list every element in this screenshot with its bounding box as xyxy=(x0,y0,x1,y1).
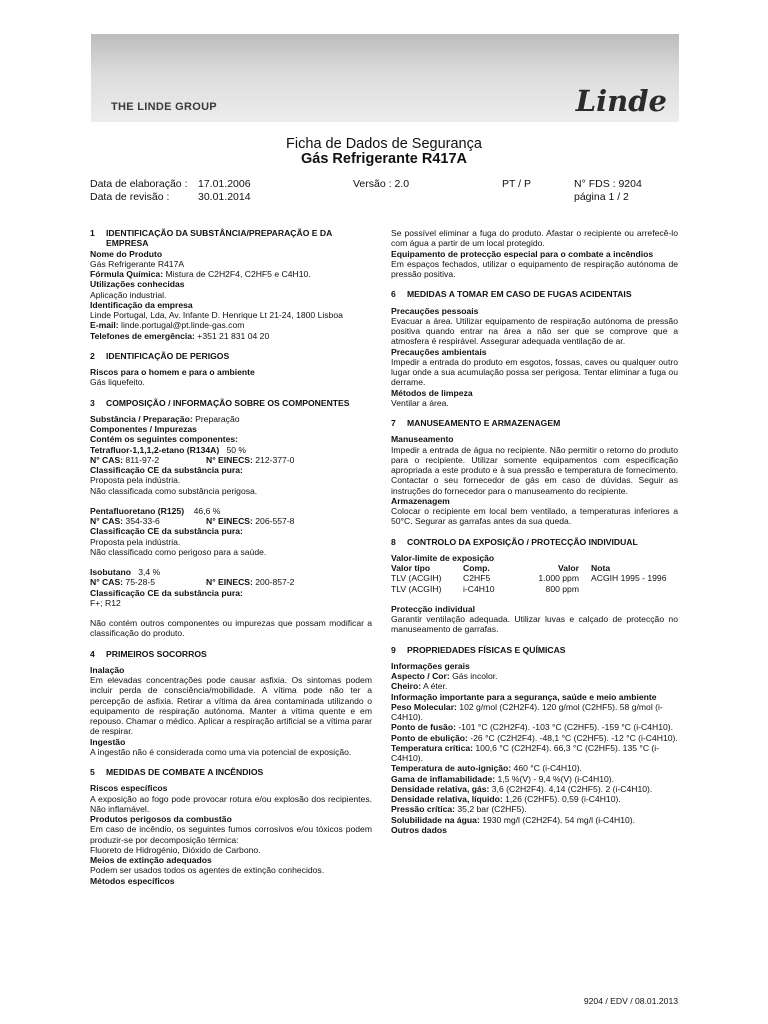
specific-methods-text: Se possível eliminar a fuga do produto. Afastar o recipiente ou arrefecê-lo com água a partir de um local protegido. xyxy=(391,228,678,249)
product-name-value: Gás Refrigerante R417A xyxy=(90,258,185,269)
extinguishing-text: Podem ser usados todos os agentes de extinção conhecidos. xyxy=(90,865,325,876)
substance-line: Substância / Preparação: Preparação xyxy=(90,413,240,424)
component-1-ce-label: Classificação CE da substância pura: xyxy=(90,465,243,475)
combustion-products-label: Produtos perigosos da combustão xyxy=(90,814,232,824)
extinguishing-label: Meios de extinção adequados xyxy=(90,855,212,865)
inhalation-label: Inalação xyxy=(90,664,125,675)
specific-risks-text: A exposição ao fogo pode provocar rotura e/ou explosão dos recipientes. Não inflamável. xyxy=(90,793,372,814)
molecular-weight-line: Peso Molecular: 102 g/mol (C2H2F4). 120 g/mol (C2HF5). 58 g/mol (i-C4H10). xyxy=(391,701,663,722)
revision-date: 30.01.2014 xyxy=(198,190,251,203)
left-column xyxy=(90,228,372,886)
exposure-limit-table xyxy=(391,563,666,594)
linde-logo: Linde xyxy=(575,84,667,118)
component-2-ids: N° CAS: 354-33-6 N° EINECS: 206-557-8 xyxy=(90,516,295,526)
elaboration-date: 17.01.2006 xyxy=(198,178,251,190)
individual-protection-label: Protecção individual xyxy=(391,603,476,614)
uses-value: Aplicação industrial. xyxy=(90,289,167,300)
table-cell xyxy=(579,584,666,594)
environmental-precautions-text: Impedir a entrada do produto em esgotos, fossas, caves ou qualquer outro lugar onde a sua acumulação possa ser perigosa. Tentar eliminar a fuga ou derrame. xyxy=(391,356,678,388)
important-info-label: Informação importante para a segurança, saúde e meio ambiente xyxy=(391,691,657,702)
storage-text: Colocar o recipiente em local bem ventilado, a temperaturas inferiores a 50°C. Segurar as garrafas antes da sua queda. xyxy=(391,506,678,527)
specific-risks-label: Riscos específicos xyxy=(90,783,168,794)
component-1-name: Tetrafluor-1,1,1,2-etano (R134A) 50 % xyxy=(90,444,247,455)
table-header: Valor xyxy=(557,563,579,573)
formula-line: Fórmula Química: Mistura de C2H2F4, C2HF5 e C4H10. xyxy=(90,269,311,279)
section-9-heading: 9 PROPRIEDADES FÍSICAS E QUÍMICAS xyxy=(391,644,566,655)
flammability-line: Gama de inflamabilidade: 1,5 %(V) - 9,4 %(V) (i-C4H10). xyxy=(391,773,615,784)
table-header: Nota xyxy=(591,563,611,573)
product-name-label: Nome do Produto xyxy=(90,248,163,259)
company-address: Linde Portugal, Lda, Av. Infante D. Henrique Lt 21-24, 1800 Lisboa xyxy=(90,310,343,320)
page-number: página 1 / 2 xyxy=(574,190,629,203)
odor-line: Cheiro: A éter. xyxy=(391,681,448,692)
section-3-heading: 3 COMPOSIÇÃO / INFORMAÇÃO SOBRE OS COMPONENTES xyxy=(90,397,350,408)
ingestion-text: A ingestão não é considerada como uma via potencial de exposição. xyxy=(90,746,352,757)
meta-dates xyxy=(198,178,251,203)
table-header-row xyxy=(391,563,666,573)
combustion-products-list: Fluoreto de Hidrogénio, Dióxido de Carbono. xyxy=(90,844,261,855)
table-cell: ACGIH 1995 - 1996 xyxy=(591,573,667,584)
table-cell: 1.000 ppm xyxy=(538,573,579,584)
component-3-ce-1: F+; R12 xyxy=(90,597,121,608)
component-1-ids: N° CAS: 811-97-2 N° EINECS: 212-377-0 xyxy=(90,454,295,465)
component-2-ce-1: Proposta pela indústria. xyxy=(90,536,181,547)
cleaning-methods-text: Ventilar a área. xyxy=(391,397,449,408)
protective-equipment-text: Em espaços fechados, utilizar o equipamento de respiração autónoma de pressão positiva. xyxy=(391,258,678,279)
header-banner xyxy=(91,34,679,122)
company-label: Identificação da empresa xyxy=(90,299,193,310)
component-3-name: Isobutano 3,4 % xyxy=(90,567,161,577)
boiling-point-line: Ponto de ebulição: -26 °C (C2H2F4). -48,1 °C (C2HF5). -12 °C (i-C4H10). xyxy=(391,732,678,743)
footer-reference: 9204 / EDV / 08.01.2013 xyxy=(583,996,678,1006)
critical-pressure-line: Pressão crítica: 35,2 bar (C2HF5). xyxy=(391,804,527,815)
storage-label: Armazenagem xyxy=(391,495,450,506)
revision-label: Data de revisão : xyxy=(90,190,170,203)
email-line: E-mail: linde.portugal@pt.linde-gas.com xyxy=(90,320,245,331)
melting-point-line: Ponto de fusão: -101 °C (C2H2F4). -103 °C (C2HF5). -159 °C (i-C4H10). xyxy=(391,722,674,733)
risk-value: Gás liquefeito. xyxy=(90,377,145,388)
contains-label: Contém os seguintes componentes: xyxy=(90,434,239,445)
fds-number: N° FDS : 9204 xyxy=(574,178,642,190)
section-1-heading: 1 IDENTIFICAÇÃO DA SUBSTÂNCIA/PREPARAÇÃO E DA EMPRESA xyxy=(90,228,332,249)
meta-fds xyxy=(574,178,642,203)
gas-density-line: Densidade relativa, gás: 3,6 (C2H2F4). 4,14 (C2HF5). 2 (i-C4H10). xyxy=(391,783,653,794)
elaboration-label: Data de elaboração : xyxy=(90,178,188,190)
component-2-ce-2: Não classificado como perigoso para a saúde. xyxy=(90,546,267,557)
component-2-name: Pentafluoretano (R125) 46,6 % xyxy=(90,505,221,516)
personal-precautions-label: Precauções pessoais xyxy=(391,305,479,316)
components-label: Componentes / Impurezas xyxy=(90,424,197,434)
table-row xyxy=(391,573,666,583)
autoignition-line: Temperatura de auto-ignição: 460 °C (i-C4H10). xyxy=(391,763,582,774)
group-name: THE LINDE GROUP xyxy=(111,101,217,113)
table-cell: TLV (ACGIH) xyxy=(391,573,442,584)
combustion-products-text: Em caso de incêndio, os seguintes fumos corrosivos e/ou tóxicos podem produzir-se por decomposição térmica: xyxy=(90,824,372,845)
table-cell: C2HF5 xyxy=(463,573,491,584)
environmental-precautions-label: Precauções ambientais xyxy=(391,346,487,357)
protective-equipment-label: Equipamento de protecção especial para o combate a incêndios xyxy=(391,248,654,259)
right-column xyxy=(391,228,678,835)
component-3-ce-label: Classificação CE da substância pura: xyxy=(90,587,243,598)
personal-precautions-text: Evacuar a área. Utilizar equipamento de respiração autónoma de pressão positiva quando entrar na área a não ser que se comprove que a atmosfera é respirável. Assegurar adequada ventilação de ar. xyxy=(391,315,678,347)
component-2-ce-label: Classificação CE da substância pura: xyxy=(90,526,243,537)
table-header: Comp. xyxy=(463,563,490,573)
language: PT / P xyxy=(502,178,531,190)
liquid-density-line: Densidade relativa, líquido: 1,26 (C2HF5). 0,59 (i-C4H10). xyxy=(391,794,621,804)
table-header: Valor tipo xyxy=(391,563,431,573)
meta-labels xyxy=(90,178,187,203)
composition-note: Não contém outros componentes ou impurezas que possam modificar a classificação do produto. xyxy=(90,618,372,639)
aspect-line: Aspecto / Cor: Gás incolor. xyxy=(391,671,498,681)
table-row xyxy=(391,584,666,594)
specific-methods-label: Métodos específicos xyxy=(90,875,175,886)
phone-line: Telefones de emergência: +351 21 831 04 20 xyxy=(90,330,270,341)
component-3-ids: N° CAS: 75-28-5 N° EINECS: 200-857-2 xyxy=(90,577,295,588)
other-data-label: Outros dados xyxy=(391,824,447,835)
component-1-ce-2: Não classificada como substância perigosa. xyxy=(90,485,258,496)
section-4-heading: 4 PRIMEIROS SOCORROS xyxy=(90,648,207,659)
document-title: Ficha de Dados de Segurança xyxy=(286,136,482,152)
solubility-line: Solubilidade na água: 1930 mg/l (C2H2F4). 54 mg/l (i-C4H10). xyxy=(391,814,636,825)
general-info-label: Informações gerais xyxy=(391,660,470,671)
version: Versão : 2.0 xyxy=(353,178,410,190)
component-1-ce-1: Proposta pela indústria. xyxy=(90,475,181,486)
section-5-heading: 5 MEDIDAS DE COMBATE A INCÊNDIOS xyxy=(90,767,264,777)
table-cell: TLV (ACGIH) xyxy=(391,583,442,594)
table-cell: 800 ppm xyxy=(545,583,579,594)
section-8-heading: 8 CONTROLO DA EXPOSIÇÃO / PROTECÇÃO INDIVIDUAL xyxy=(391,536,638,547)
ingestion-label: Ingestão xyxy=(90,736,126,747)
handling-label: Manuseamento xyxy=(391,434,454,445)
risk-label: Riscos para o homem e para o ambiente xyxy=(90,367,255,377)
uses-label: Utilizações conhecidas xyxy=(90,279,185,290)
handling-text: Impedir a entrada de água no recipiente. Não permitir o retorno do produto para o recipiente. Utilizar somente equipamentos com especificação apropriada a este produto e à sua pressão e temperatura de fornecimento. Contactar o seu fornecedor de gás em caso de dúvidas. Seguir as instruções do fornecedor para o manuseamento do recipiente. xyxy=(391,444,678,496)
inhalation-text: Em elevadas concentrações pode causar asfixia. Os sintomas podem incluir perda de consciência/mobilidade. A vítima pode não ter a percepção de asfixia. Retirar a vítima da área contaminada utilizando o equipamento de respiração autónoma. Manter a vítima quente e em repouso. Chamar o médico. Aplicar a respiração artificial se a vítima parar de respirar. xyxy=(90,675,372,737)
product-title: Gás Refrigerante R417A xyxy=(300,151,467,167)
critical-temperature-line: Temperatura crítica: 100,6 °C (C2H2F4). 66,3 °C (C2HF5). 135 °C (i-C4H10). xyxy=(391,742,660,763)
section-6-heading: 6 MEDIDAS A TOMAR EM CASO DE FUGAS ACIDENTAIS xyxy=(391,289,632,300)
section-2-heading: 2 IDENTIFICAÇÃO DE PERIGOS xyxy=(90,350,230,361)
individual-protection-text: Garantir ventilação adequada. Utilizar luvas e calçado de protecção no manuseamento de garrafas. xyxy=(391,614,678,635)
cleaning-methods-label: Métodos de limpeza xyxy=(391,387,473,398)
table-cell: i-C4H10 xyxy=(463,583,495,594)
exposure-limit-label: Valor-limite de exposição xyxy=(391,552,495,563)
section-7-heading: 7 MANUSEAMENTO E ARMAZENAGEM xyxy=(391,418,561,428)
